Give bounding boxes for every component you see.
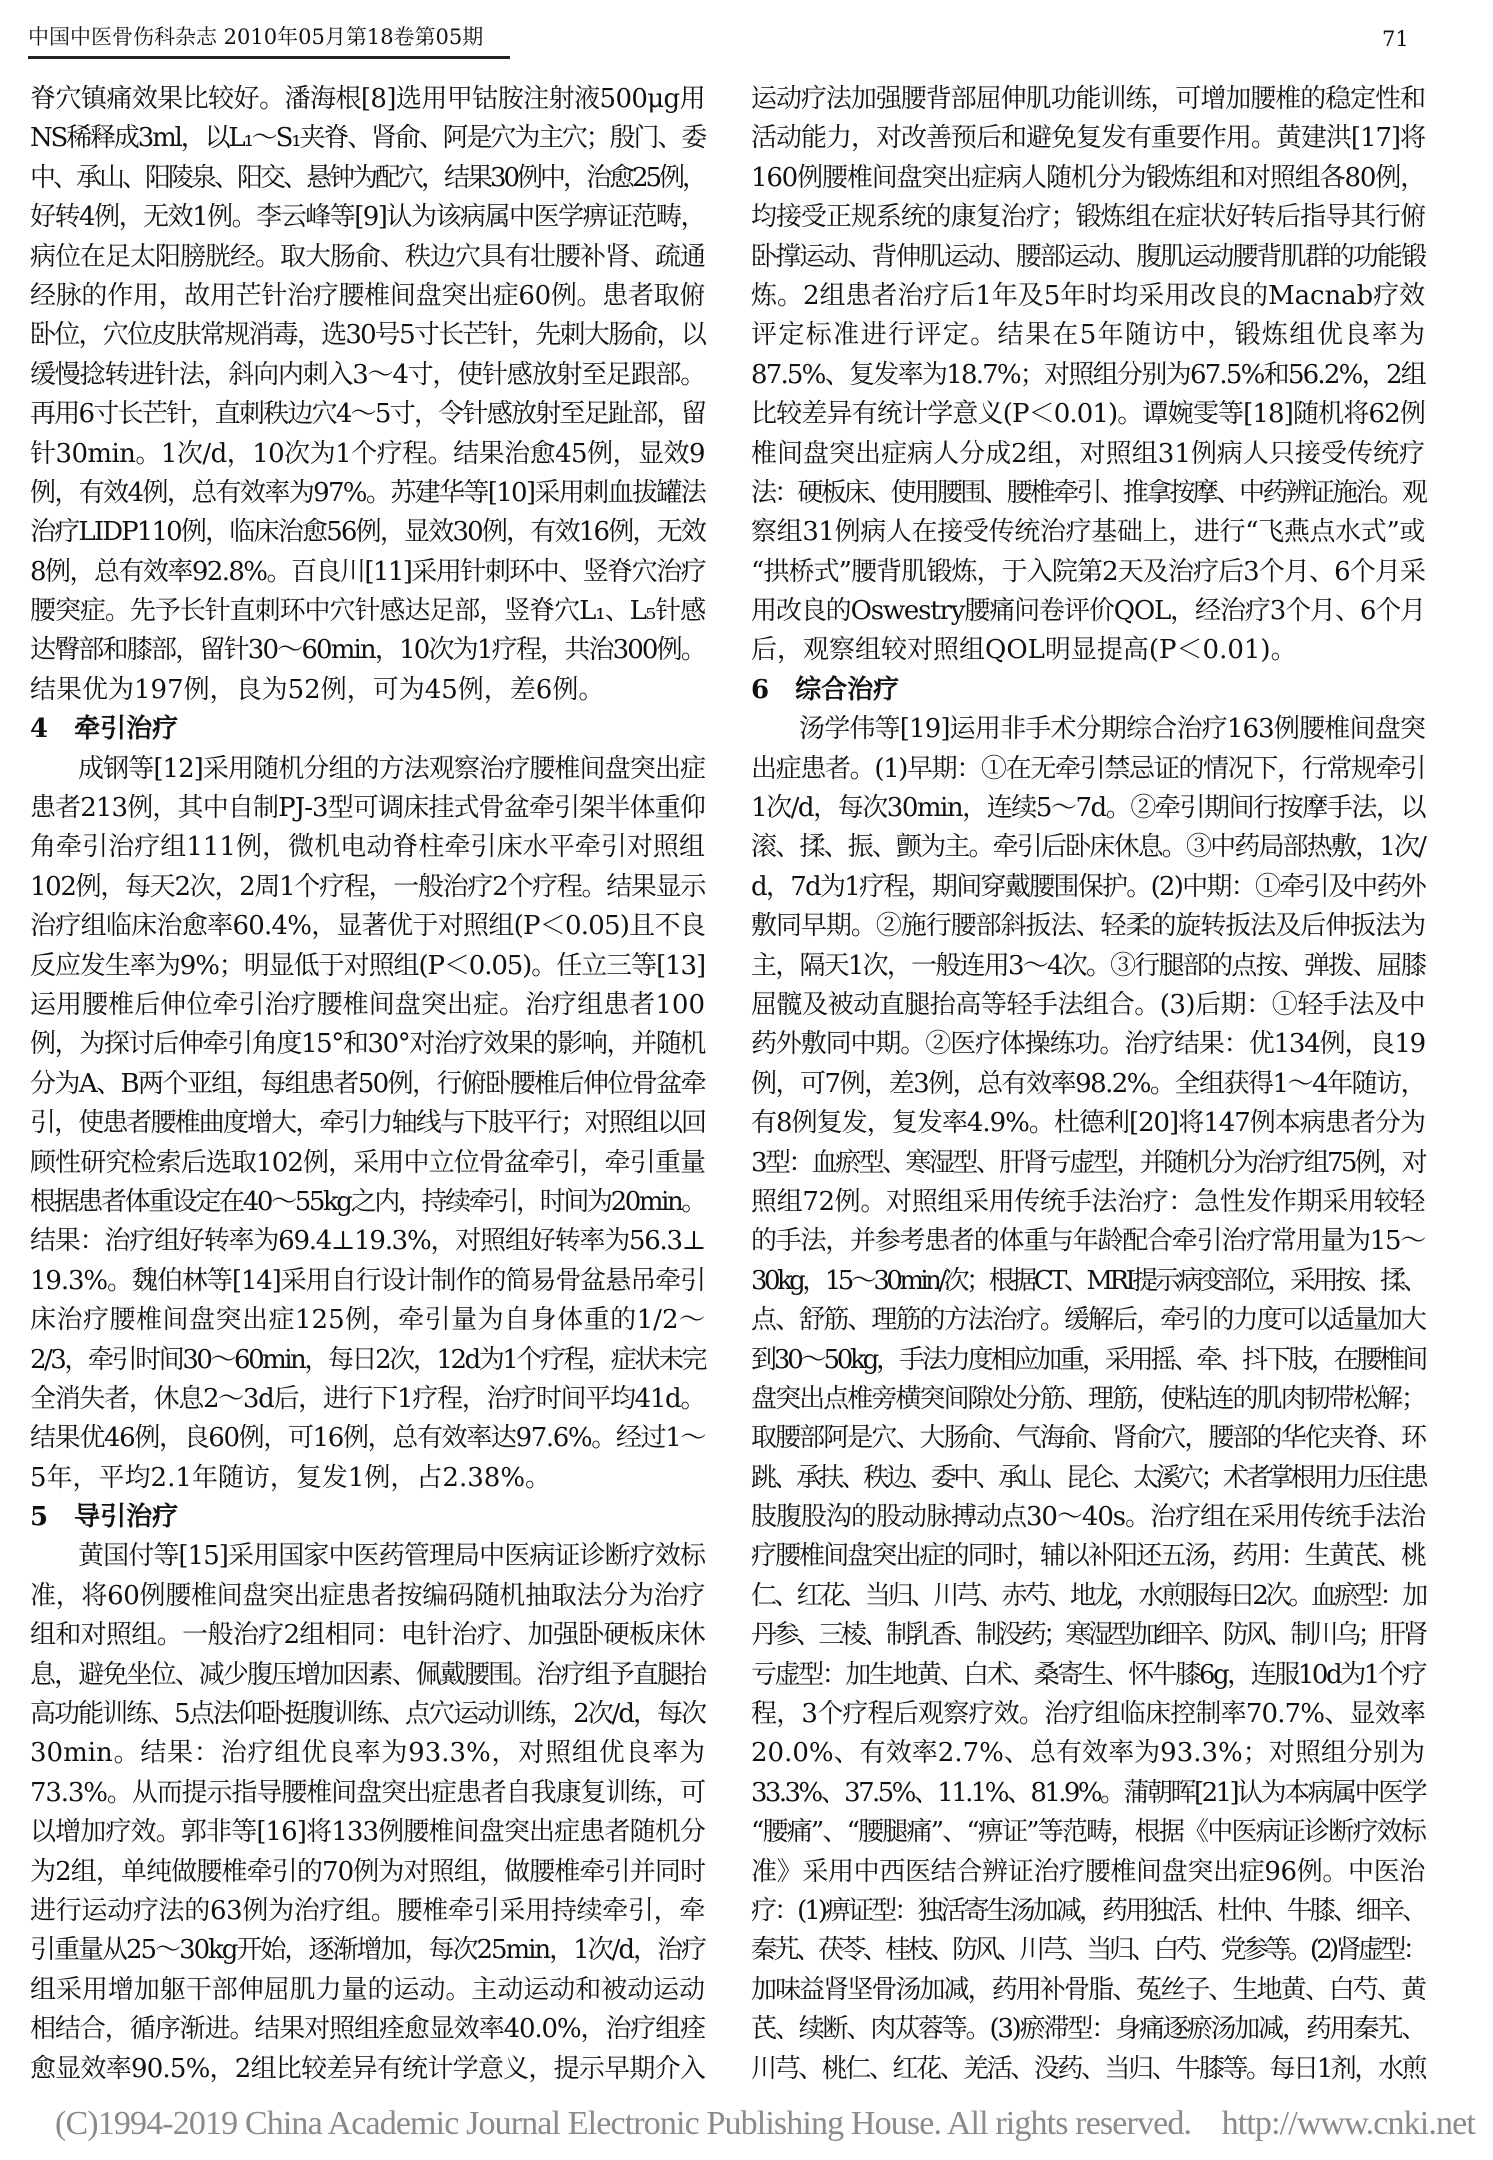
paragraph-line: 准》采用中西医结合辨证治疗腰椎间盘突出症96例。中医治 <box>751 1856 1425 1887</box>
paragraph-line: 点、舒筋、理筋的方法治疗。缓解后，牵引的力度可以适量加大 <box>751 1305 1425 1336</box>
paragraph-line: 卧撑运动、背伸肌运动、腰部运动、腹肌运动腰背肌群的功能锻 <box>751 241 1425 272</box>
paragraph-line: 评定标准进行评定。结果在5年随访中，锻炼组优良率为 <box>751 320 1425 351</box>
paragraph-line: 活动能力，对改善预后和避免复发有重要作用。黄建洪[17]将 <box>751 123 1425 154</box>
paragraph-line: 主，隔天1次，一般连用3～4次。③行腿部的点按、弹拨、屈膝 <box>751 950 1425 981</box>
paragraph-line: 仁、红花、当归、川芎、赤芍、地龙，水煎服每日2次。血瘀型：加 <box>751 1580 1425 1611</box>
left-column <box>30 80 705 2089</box>
paragraph-line: 例，为探讨后伸牵引角度15°和30°对治疗效果的影响，并随机 <box>30 1029 705 1060</box>
paragraph-line: 黄国付等[15]采用国家中医药管理局中医病证诊断疗效标 <box>78 1541 705 1572</box>
paragraph-line: 顾性研究检索后选取102例，采用中立位骨盆牵引，牵引重量 <box>30 1147 705 1178</box>
paragraph-line: 法：硬板床、使用腰围、腰椎牵引、推拿按摩、中药辨证施治。观 <box>751 477 1425 508</box>
paragraph-line: 准，将60例腰椎间盘突出症患者按编码随机抽取法分为治疗 <box>30 1580 705 1611</box>
paragraph-line: 汤学伟等[19]运用非手术分期综合治疗163例腰椎间盘突 <box>799 714 1425 745</box>
paragraph-line: 盘突出点椎旁横突间隙处分筋、理筋，使粘连的肌肉韧带松解； <box>751 1383 1425 1414</box>
paragraph-line: 8例，总有效率92.8%。百良川[11]采用针刺环中、竖脊穴治疗 <box>30 556 705 587</box>
section-heading: 4 牵引治疗 <box>30 714 179 745</box>
paragraph-line: 例，有效4例，总有效率为97%。苏建华等[10]采用刺血拔罐法 <box>30 477 705 508</box>
paragraph-line: 卧位，穴位皮肤常规消毒，选30号5寸长芒针，先刺大肠俞，以 <box>30 320 705 351</box>
paragraph-line: 肢腹股沟的股动脉搏动点30～40s。治疗组在采用传统手法治 <box>751 1502 1425 1533</box>
paragraph-line: 针30min。1次/d，10次为1个疗程。结果治愈45例，显效9 <box>30 438 705 469</box>
paragraph-line: 治疗LIDP110例，临床治愈56例，显效30例，有效16例，无效 <box>30 517 705 548</box>
paragraph-line: 高功能训练、5点法仰卧挺腹训练、点穴运动训练，2次/d，每次 <box>30 1699 705 1730</box>
paragraph-line: 相结合，循序渐进。结果对照组痊愈显效率40.0%，治疗组痊 <box>30 2014 705 2045</box>
paragraph-line: 102例，每天2次，2周1个疗程，一般治疗2个疗程。结果显示 <box>30 871 705 902</box>
paragraph-line: 后，观察组较对照组QOL明显提高(P＜0.01)。 <box>751 635 1297 666</box>
paragraph-line: 中、承山、阳陵泉、阳交、悬钟为配穴，结果30例中，治愈25例， <box>30 162 705 193</box>
paragraph-line: 均接受正规系统的康复治疗；锻炼组在症状好转后指导其行俯 <box>751 202 1425 233</box>
paragraph-line: NS稀释成3ml，以L₁～S₁夹脊、肾俞、阿是穴为主穴；殷门、委 <box>30 123 705 154</box>
paragraph-line: 组采用增加躯干部伸屈肌力量的运动。主动运动和被动运动 <box>30 1974 705 2005</box>
paragraph-line: 运动疗法加强腰背部屈伸肌功能训练，可增加腰椎的稳定性和 <box>751 84 1425 114</box>
paragraph-line: 秦艽、茯苓、桂枝、防风、川芎、当归、白芍、党参等。(2)肾虚型： <box>751 1935 1425 1966</box>
right-column <box>751 80 1425 2089</box>
paragraph-line: 治疗组临床治愈率60.4%，显著优于对照组(P＜0.05)且不良 <box>30 911 705 942</box>
paragraph-line: 察组31例病人在接受传统治疗基础上，进行“飞燕点水式”或 <box>751 517 1425 548</box>
running-header: 中国中医骨伤科杂志 2010年05月第18卷第05期 <box>28 22 510 59</box>
paragraph-line: 5年，平均2.1年随访，复发1例，占2.38%。 <box>30 1462 552 1493</box>
paragraph-line: 病位在足太阳膀胱经。取大肠俞、秩边穴具有壮腰补肾、疏通 <box>30 241 705 272</box>
paragraph-line: 运用腰椎后伸位牵引治疗腰椎间盘突出症。治疗组患者100 <box>30 989 705 1020</box>
paragraph-line: d，7d为1疗程，期间穿戴腰围保护。(2)中期：①牵引及中药外 <box>751 871 1425 902</box>
paragraph-line: 椎间盘突出症病人分成2组，对照组31例病人只接受传统疗 <box>751 438 1425 469</box>
paragraph-line: 19.3%。魏伯林等[14]采用自行设计制作的简易骨盆悬吊牵引 <box>30 1265 705 1296</box>
paragraph-line: 敷同早期。②施行腰部斜扳法、轻柔的旋转扳法及后伸扳法为 <box>751 911 1425 942</box>
paragraph-line: 脊穴镇痛效果比较好。潘海根[8]选用甲钴胺注射液500μg用 <box>30 84 705 114</box>
paragraph-line: 进行运动疗法的63例为治疗组。腰椎牵引采用持续牵引，牵 <box>30 1895 705 1926</box>
paragraph-line: 组和对照组。一般治疗2组相同：电针治疗、加强卧硬板床休 <box>30 1620 705 1651</box>
paragraph-line: 87.5%、复发率为18.7%；对照组分别为67.5%和56.2%，2组 <box>751 359 1425 390</box>
paragraph-line: 愈显效率90.5%，2组比较差异有统计学意义，提示早期介入 <box>30 2053 705 2084</box>
paragraph-line: 好转4例，无效1例。李云峰等[9]认为该病属中医学痹证范畴， <box>30 202 705 233</box>
paragraph-line: 30kg，15～30min/次；根据CT、MRI提示病变部位，采用按、揉、 <box>751 1265 1425 1296</box>
page-number: 71 <box>1382 27 1409 51</box>
paragraph-line: 角牵引治疗组111例，微机电动脊柱牵引床水平牵引对照组 <box>30 832 705 863</box>
paragraph-line: 例，可7例，差3例，总有效率98.2%。全组获得1～4年随访， <box>751 1068 1425 1099</box>
paragraph-line: 以增加疗效。郭非等[16]将133例腰椎间盘突出症患者随机分 <box>30 1817 705 1848</box>
paragraph-line: 丹参、三棱、制乳香、制没药；寒湿型加细辛、防风、制川乌；肝肾 <box>751 1620 1425 1651</box>
section-heading: 6 综合治疗 <box>751 674 900 705</box>
paragraph-line: 33.3%、37.5%、11.1%、81.9%。蒲朝晖[21]认为本病属中医学 <box>751 1777 1425 1808</box>
paragraph-line: 息，避免坐位、减少腹压增加因素、佩戴腰围。治疗组予直腿抬 <box>30 1659 705 1690</box>
copyright-watermark: (C)1994-2019 China Academic Journal Electronic Publishing House. All rights reserved. http://www.cnki.net <box>55 2105 1475 2142</box>
paragraph-line: 屈髋及被动直腿抬高等轻手法组合。(3)后期：①轻手法及中 <box>751 989 1425 1020</box>
paragraph-line: 比较差异有统计学意义(P＜0.01)。谭婉雯等[18]随机将62例 <box>751 399 1425 430</box>
paragraph-line: 川芎、桃仁、红花、羌活、没药、当归、牛膝等。每日1剂，水煎 <box>751 2053 1425 2084</box>
paragraph-line: 1次/d，每次30min，连续5～7d。②牵引期间行按摩手法，以 <box>751 793 1425 824</box>
paragraph-line: 反应发生率为9%；明显低于对照组(P＜0.05)。任立三等[13] <box>30 950 705 981</box>
paragraph-line: 床治疗腰椎间盘突出症125例，牵引量为自身体重的1/2～ <box>30 1305 705 1336</box>
paragraph-line: 73.3%。从而提示指导腰椎间盘突出症患者自我康复训练，可 <box>30 1777 705 1808</box>
paragraph-line: 程，3个疗程后观察疗效。治疗组临床控制率70.7%、显效率 <box>751 1699 1425 1730</box>
paragraph-line: “拱桥式”腰背肌锻炼，于入院第2天及治疗后3个月、6个月采 <box>751 556 1425 587</box>
paragraph-line: 为2组，单纯做腰椎牵引的70例为对照组，做腰椎牵引并同时 <box>30 1856 705 1887</box>
paragraph-line: 的手法，并参考患者的体重与年龄配合牵引治疗常用量为15～ <box>751 1226 1425 1257</box>
paragraph-line: 经脉的作用，故用芒针治疗腰椎间盘突出症60例。患者取俯 <box>30 280 705 311</box>
paragraph-line: 30min。结果：治疗组优良率为93.3%，对照组优良率为 <box>30 1738 705 1769</box>
paragraph-line: “腰痛”、“腰腿痛”、“痹证”等范畴，根据《中医病证诊断疗效标 <box>751 1817 1425 1848</box>
paragraph-line: 2/3，牵引时间30～60min，每日2次，12d为1个疗程，症状未完 <box>30 1344 705 1375</box>
paragraph-line: 芪、续断、肉苁蓉等。(3)瘀滞型：身痛逐瘀汤加减，药用秦艽、 <box>751 2014 1425 2045</box>
paragraph-line: 有8例复发，复发率4.9%。杜德利[20]将147例本病患者分为 <box>751 1108 1425 1139</box>
section-heading: 5 导引治疗 <box>30 1502 179 1533</box>
paragraph-line: 滚、揉、振、颤为主。牵引后卧床休息。③中药局部热敷，1次/ <box>751 832 1425 863</box>
paragraph-line: 结果优46例，良60例，可16例，总有效率达97.6%。经过1～ <box>30 1423 705 1454</box>
paragraph-line: 腰突症。先予长针直刺环中穴针感达足部，竖脊穴L₁、L₅针感 <box>30 596 705 627</box>
paragraph-line: 再用6寸长芒针，直刺秩边穴4～5寸，令针感放射至足趾部，留 <box>30 399 705 430</box>
paragraph-line: 疗腰椎间盘突出症的同时，辅以补阳还五汤，药用：生黄芪、桃 <box>751 1541 1425 1572</box>
paragraph-line: 达臀部和膝部，留针30～60min，10次为1疗程，共治300例。 <box>30 635 705 666</box>
paragraph-line: 根据患者体重设定在40～55kg之内，持续牵引，时间为20min。 <box>30 1186 705 1217</box>
paragraph-line: 全消失者，休息2～3d后，进行下1疗程，治疗时间平均41d。 <box>30 1383 705 1414</box>
paragraph-line: 跳、承扶、秩边、委中、承山、昆仑、太溪穴；术者掌根用力压住患 <box>751 1462 1425 1493</box>
paragraph-line: 引重量从25～30kg开始，逐渐增加，每次25min，1次/d，治疗 <box>30 1935 705 1966</box>
paragraph-line: 加味益肾坚骨汤加减，药用补骨脂、菟丝子、生地黄、白芍、黄 <box>751 1974 1425 2005</box>
paragraph-line: 分为A、B两个亚组，每组患者50例，行俯卧腰椎后伸位骨盆牵 <box>30 1068 705 1099</box>
paragraph-line: 药外敷同中期。②医疗体操练功。治疗结果：优134例，良19 <box>751 1029 1425 1060</box>
paragraph-line: 亏虚型：加生地黄、白术、桑寄生、怀牛膝6g，连服10d为1个疗 <box>751 1659 1425 1690</box>
paragraph-line: 炼。2组患者治疗后1年及5年时均采用改良的Macnab疗效 <box>751 280 1425 311</box>
paragraph-line: 3型：血瘀型、寒湿型、肝肾亏虚型，并随机分为治疗组75例，对 <box>751 1147 1425 1178</box>
paragraph-line: 引，使患者腰椎曲度增大，牵引力轴线与下肢平行；对照组以回 <box>30 1108 705 1139</box>
paragraph-line: 出症患者。(1)早期：①在无牵引禁忌证的情况下，行常规牵引 <box>751 753 1425 784</box>
paragraph-line: 患者213例，其中自制PJ-3型可调床挂式骨盆牵引架半体重仰 <box>30 793 705 824</box>
paragraph-line: 结果优为197例，良为52例，可为45例，差6例。 <box>30 674 605 705</box>
paragraph-line: 结果：治疗组好转率为69.4⊥19.3%，对照组好转率为56.3⊥ <box>30 1226 705 1257</box>
paragraph-line: 20.0%、有效率2.7%、总有效率为93.3%；对照组分别为 <box>751 1738 1425 1769</box>
paragraph-line: 疗：(1)痹证型：独活寄生汤加减，药用独活、杜仲、牛膝、细辛、 <box>751 1895 1425 1926</box>
paragraph-line: 取腰部阿是穴、大肠俞、气海俞、肾俞穴，腰部的华佗夹脊、环 <box>751 1423 1425 1454</box>
paragraph-line: 缓慢捻转进针法，斜向内刺入3～4寸，使针感放射至足跟部。 <box>30 359 705 390</box>
paragraph-line: 160例腰椎间盘突出症病人随机分为锻炼组和对照组各80例， <box>751 162 1425 193</box>
paragraph-line: 照组72例。对照组采用传统手法治疗：急性发作期采用较轻 <box>751 1186 1425 1217</box>
paragraph-line: 用改良的Oswestry腰痛问卷评价QOL，经治疗3个月、6个月 <box>751 596 1425 627</box>
paragraph-line: 成钢等[12]采用随机分组的方法观察治疗腰椎间盘突出症 <box>78 753 705 784</box>
paragraph-line: 到30～50kg，手法力度相应加重，采用摇、牵、抖下肢，在腰椎间 <box>751 1344 1425 1375</box>
